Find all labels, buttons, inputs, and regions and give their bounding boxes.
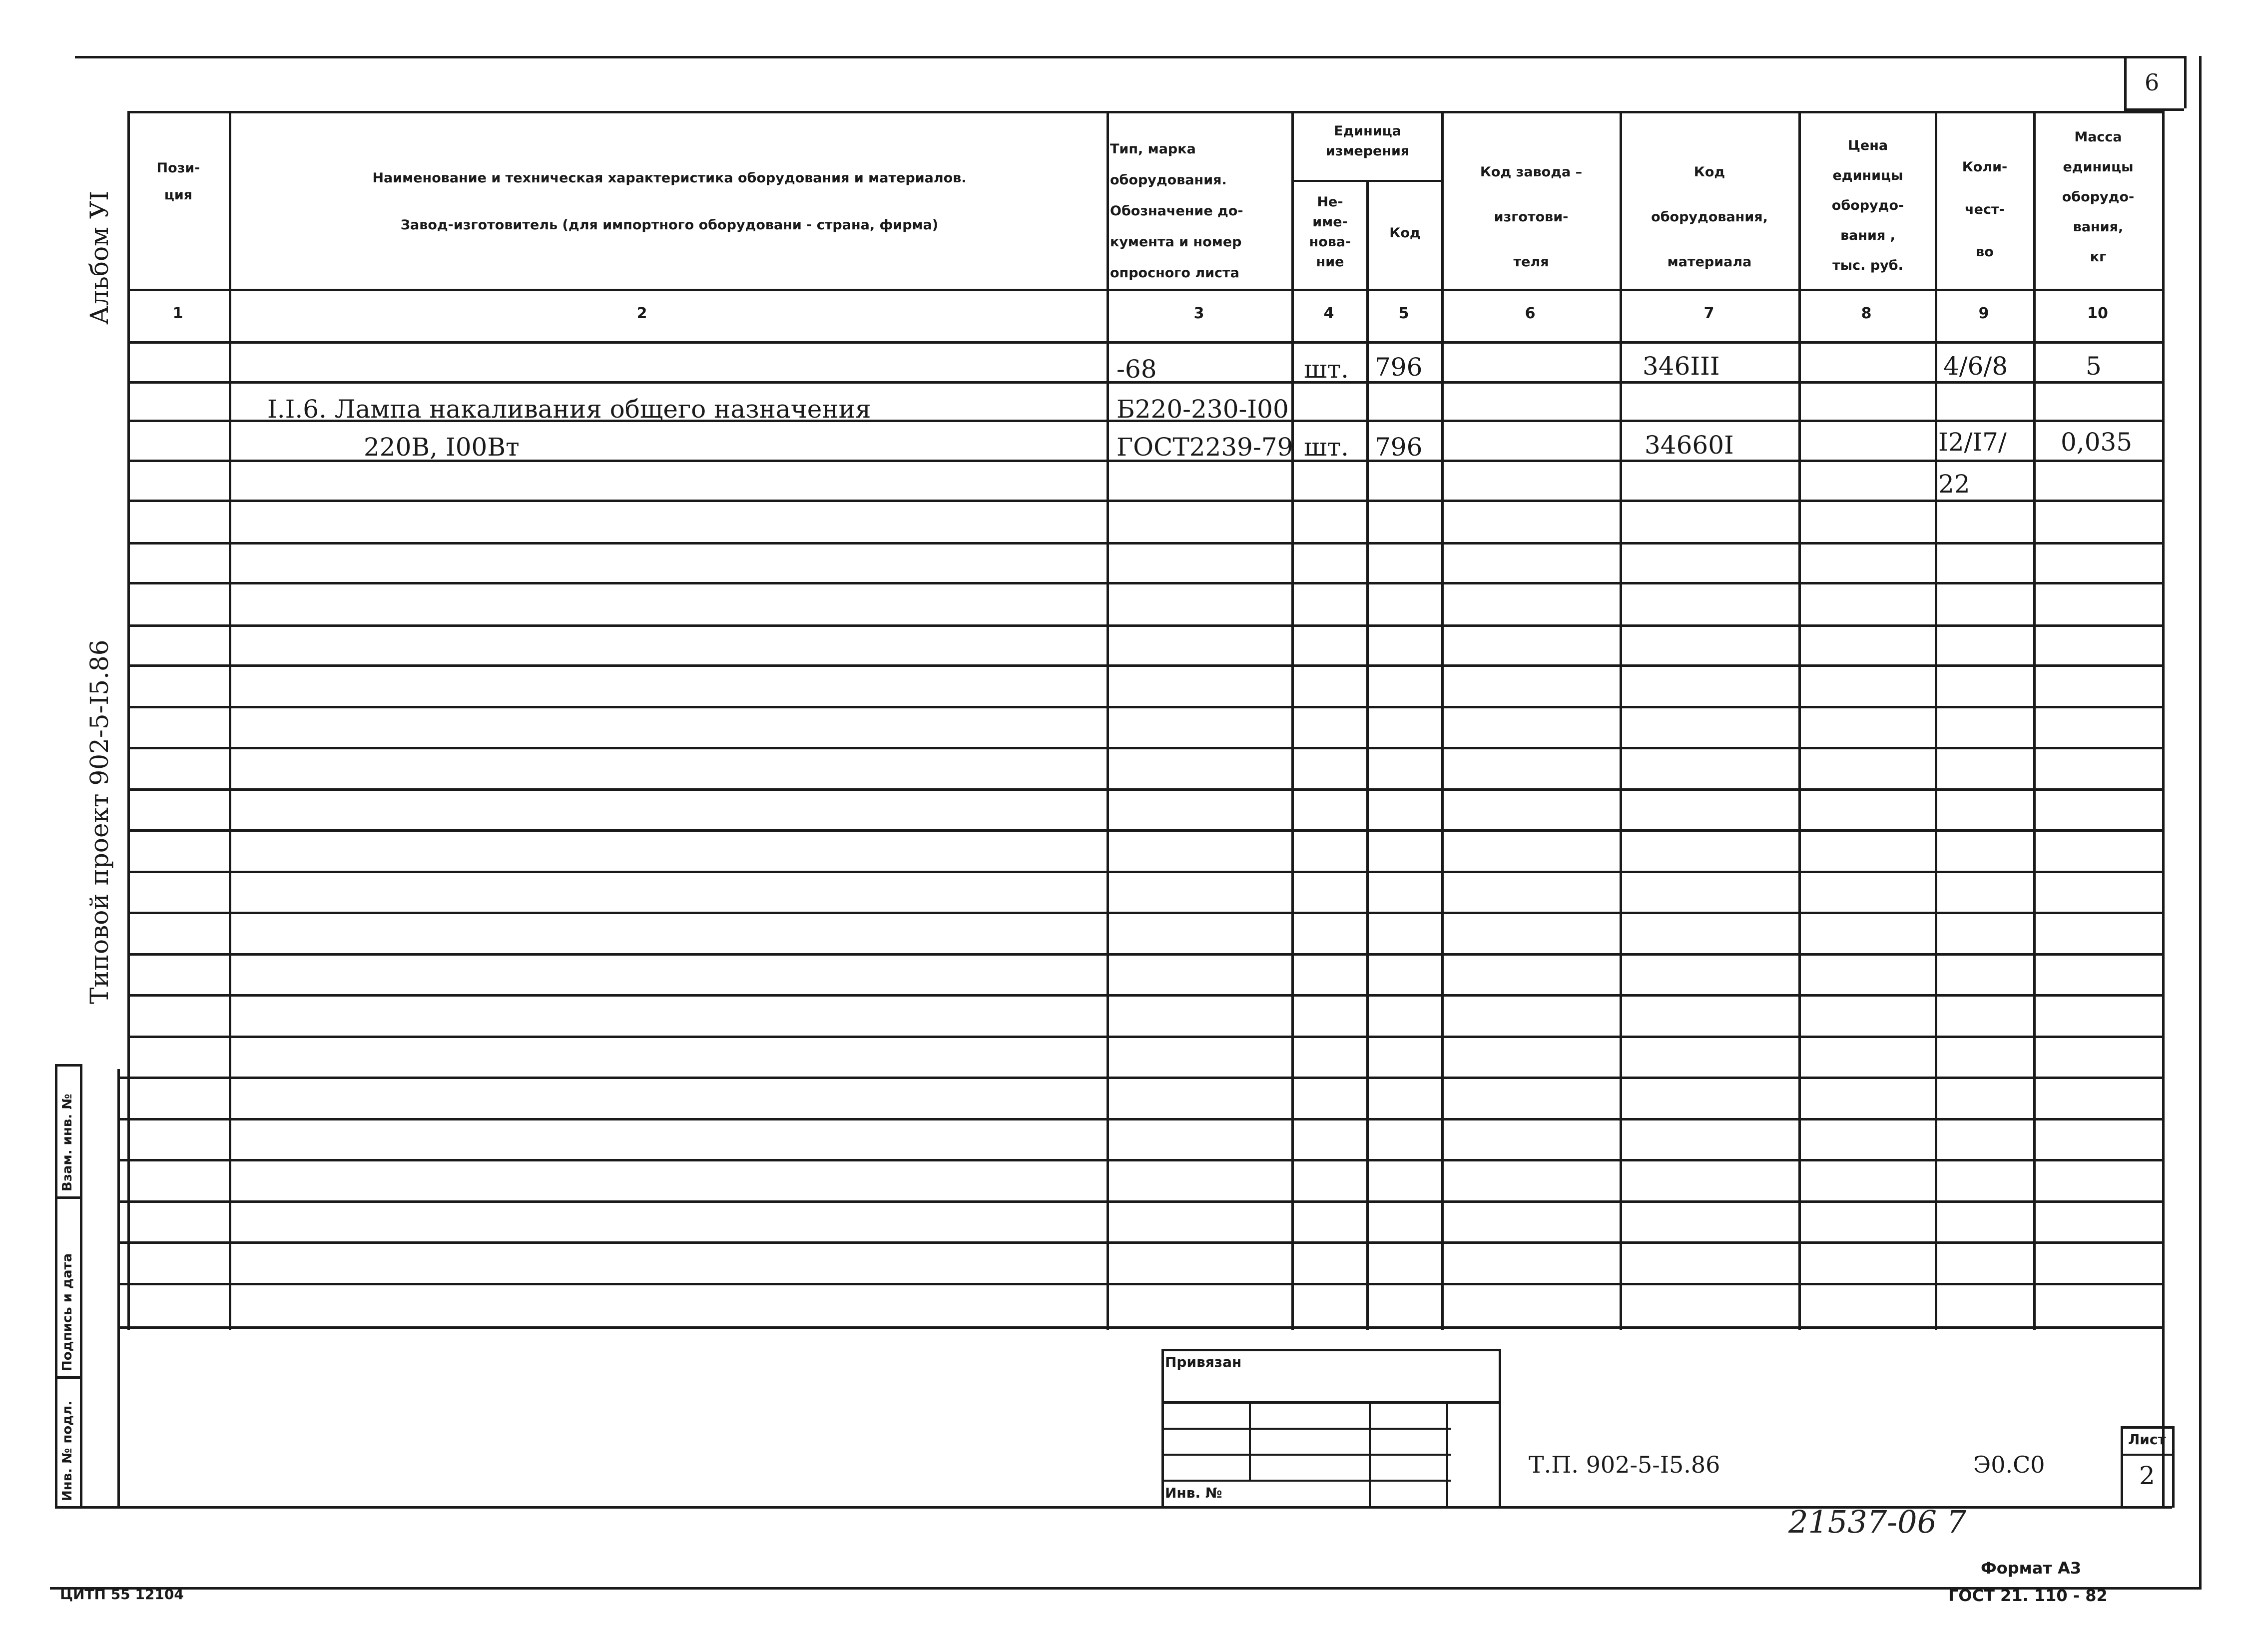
inv-vzam-label: Взам. инв. №: [60, 1094, 75, 1191]
col-number: 2: [636, 305, 647, 322]
row3-unit: шт.: [1304, 433, 1349, 462]
col-number: 5: [1398, 305, 1409, 322]
header-col3: Тип, марка оборудования. Обозначение до- кумента и номер опросного листа: [1110, 141, 1243, 281]
col-number: 3: [1193, 305, 1204, 322]
header-unit-group: Единица измерения: [1325, 123, 1410, 159]
col-number: 9: [1978, 305, 1989, 322]
header-col1: Пози- ция: [156, 160, 200, 203]
header-col8: Цена единицы оборудо- вания , тыс. руб.: [1831, 138, 1904, 273]
top-border: [75, 56, 2186, 58]
stamp-privyazan: Привязан: [1165, 1354, 1242, 1370]
stamp-designation: Т.П. 902-5-I5.86: [1529, 1451, 1720, 1478]
row3-code: 34660I: [1645, 431, 1734, 460]
project-label: Типовой проект 902-5-I5.86: [85, 639, 114, 1004]
header-col7: Код оборудования, материала: [1651, 164, 1768, 270]
row1-type: -68: [1117, 355, 1157, 384]
footer-left: ЦИТП 55 12104: [60, 1586, 184, 1603]
col-number: 10: [2087, 305, 2108, 322]
row4-qty: 22: [1938, 470, 1970, 499]
footer-gost: ГОСТ 21. 110 - 82: [1948, 1586, 2108, 1605]
header-col5: Код: [1389, 225, 1421, 241]
table-top: [127, 111, 2165, 113]
sheet-number: 2: [2139, 1461, 2155, 1490]
header-col10: Масса единицы оборудо- вания, кг: [2062, 129, 2135, 265]
stamp-code: Э0.С0: [1973, 1451, 2045, 1478]
header-col4: Не- име- нова- ние: [1309, 194, 1351, 270]
row1-mass: 5: [2086, 352, 2102, 381]
header-col9: Коли- чест- во: [1962, 159, 2008, 260]
row3-type: ГОСТ2239-79: [1117, 433, 1293, 462]
col-number: 1: [172, 305, 183, 322]
inv-podl-label: Инв. № подл.: [60, 1400, 75, 1501]
album-label: Альбом УI: [85, 191, 114, 325]
col-number: 8: [1861, 305, 1872, 322]
col-number: 7: [1703, 305, 1714, 322]
sheet-label: Лист: [2128, 1431, 2166, 1448]
bottom-border: [50, 1587, 2201, 1590]
row1-ucode: 796: [1375, 353, 1423, 382]
handwritten-number: 21537-06 7: [1788, 1504, 1967, 1540]
footer-format: Формат А3: [1981, 1559, 2082, 1578]
row1-qty: 4/6/8: [1943, 352, 2008, 381]
row2-type: Б220-230-I00: [1117, 395, 1289, 424]
row3-name: 220В, I00Вт: [364, 433, 520, 462]
header-col6: Код завода – изготови- теля: [1480, 164, 1583, 270]
col-number: 6: [1525, 305, 1536, 322]
stamp-inv-no: Инв. №: [1165, 1485, 1222, 1501]
row3-ucode: 796: [1375, 433, 1423, 462]
row1-unit: шт.: [1304, 355, 1349, 384]
page-number: 6: [2145, 69, 2160, 96]
right-border: [2199, 56, 2202, 1590]
row1-code: 346III: [1643, 352, 1720, 381]
row3-qty: I2/I7/: [1938, 428, 2007, 457]
col-number: 4: [1323, 305, 1334, 322]
row2-name: I.I.6. Лампа накаливания общего назначения: [267, 395, 871, 424]
row3-mass: 0,035: [2061, 428, 2133, 457]
sign-date-label: Подпись и дата: [60, 1253, 75, 1371]
header-col2: Наименование и техническая характеристика оборудования и материалов. Завод-изготовитель (для импортного оборудовани - страна, фирма): [372, 170, 967, 233]
